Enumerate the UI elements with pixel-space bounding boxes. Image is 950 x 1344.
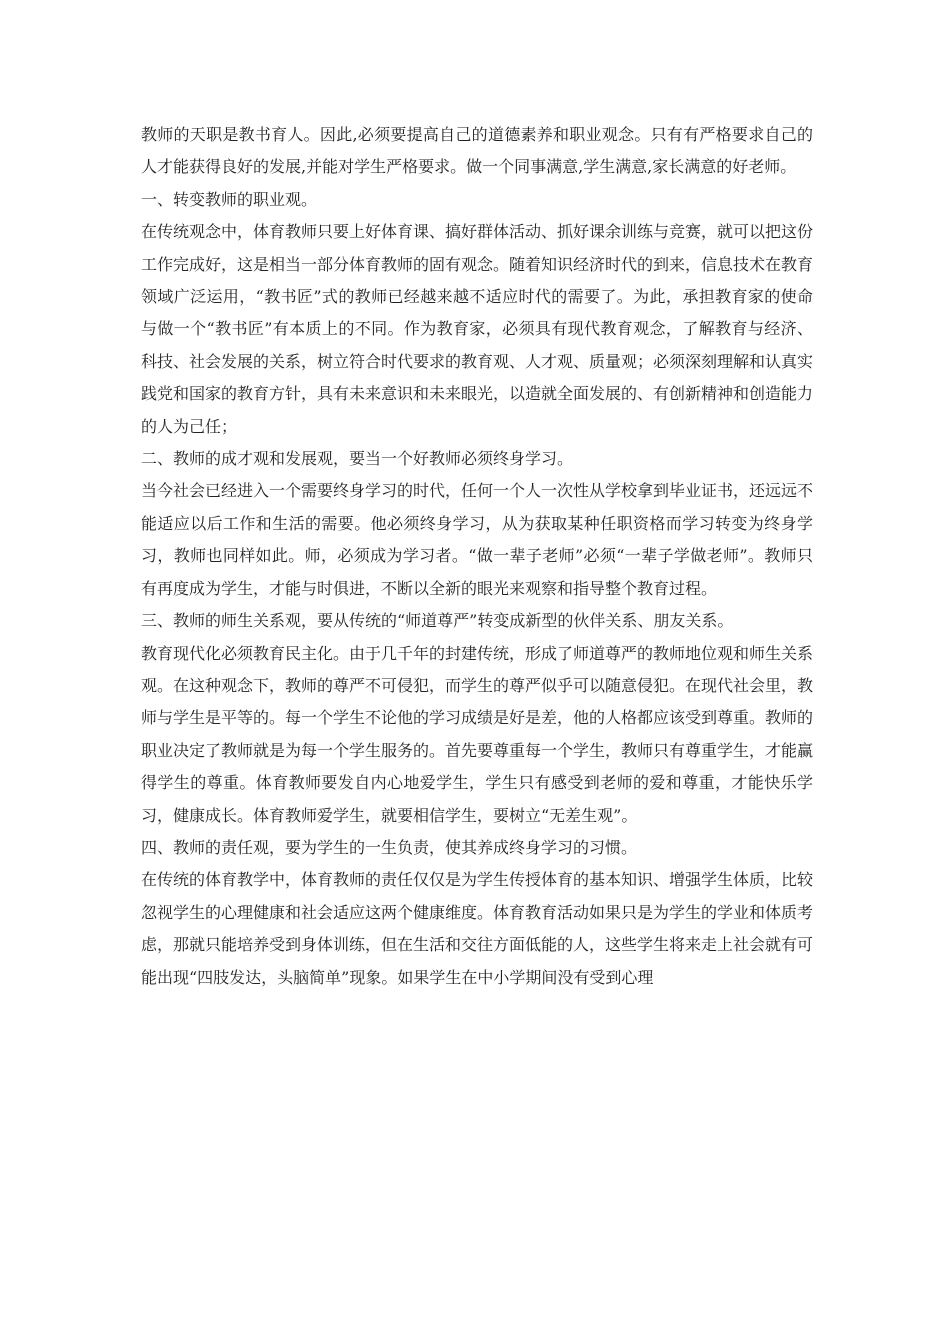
section-body-3: 教育现代化必须教育民主化。由于几千年的封建传统，形成了师道尊严的教师地位观和师生关系观。在这种观念下，教师的尊严不可侵犯，而学生的尊严似乎可以随意侵犯。在现代社会里，教师与学生是平等的。每一个学生不论他的学习成绩是好是差，他的人格都应该受到尊重。教师的职业决定了教师就是为每一个学生服务的。首先要尊重每一个学生，教师只有尊重学生，才能赢得学生的尊重。体育教师要发自内心地爱学生，学生只有感受到老师的爱和尊重，才能快乐学习，健康成长。体育教师爱学生，就要相信学生，要树立“无差生观”。 (141, 643, 814, 825)
section-body-1: 在传统观念中，体育教师只要上好体育课、搞好群体活动、抓好课余训练与竞赛，就可以把这份工作完成好，这是相当一部分体育教师的固有观念。随着知识经济时代的到来，信息技术在教育领域广泛运用，“教书匠”式的教师已经越来越不适应时代的需要了。为此，承担教育家的使命与做一个“教书匠”有本质上的不同。作为教育家，必须具有现代教育观念，了解教育与经济、科技、社会发展的关系，树立符合时代要求的教育观、人才观、质量观；必须深刻理解和认真实践党和国家的教育方针，具有未来意识和未来眼光，以造就全面发展的、有创新精神和创造能力的人为己任； (141, 222, 814, 436)
intro-paragraph: 教师的天职是教书育人。因此,必须要提高自己的道德素养和职业观念。只有有严格要求自己的人才能获得良好的发展,并能对学生严格要求。做一个同事满意,学生满意,家长满意的好老师。 (141, 125, 813, 177)
section-heading-2: 二、教师的成才观和发展观，要当一个好教师必须终身学习。 (141, 449, 574, 469)
section-heading-1: 一、转变教师的职业观。 (141, 189, 318, 209)
section-body-2: 当今社会已经进入一个需要终身学习的时代，任何一个人一次性从学校拿到毕业证书，还远远不能适应以后工作和生活的需要。他必须终身学习，从为获取某种任职资格而学习转变为终身学习，教师也同样如此。师，必须成为学习者。“做一辈子老师”必须“一辈子学做老师”。教师只有再度成为学生，才能与时俱进，不断以全新的眼光来观察和指导整个教育过程。 (141, 481, 814, 598)
section-body-4: 在传统的体育教学中，体育教师的责任仅仅是为学生传授体育的基本知识、增强学生体质，比较忽视学生的心理健康和社会适应这两个健康维度。体育教育活动如果只是为学生的学业和体质考虑，那就只能培养受到身体训练，但在生活和交往方面低能的人，这些学生将来走上社会就有可能出现“四肢发达，头脑简单”现象。如果学生在中小学期间没有受到心理 (141, 870, 814, 987)
section-heading-4: 四、教师的责任观，要为学生的一生负责，使其养成终身学习的习惯。 (141, 837, 638, 857)
section-heading-3: 三、教师的师生关系观，要从传统的“师道尊严”转变成新型的伙伴关系、朋友关系。 (141, 611, 734, 631)
document-body (141, 119, 813, 994)
